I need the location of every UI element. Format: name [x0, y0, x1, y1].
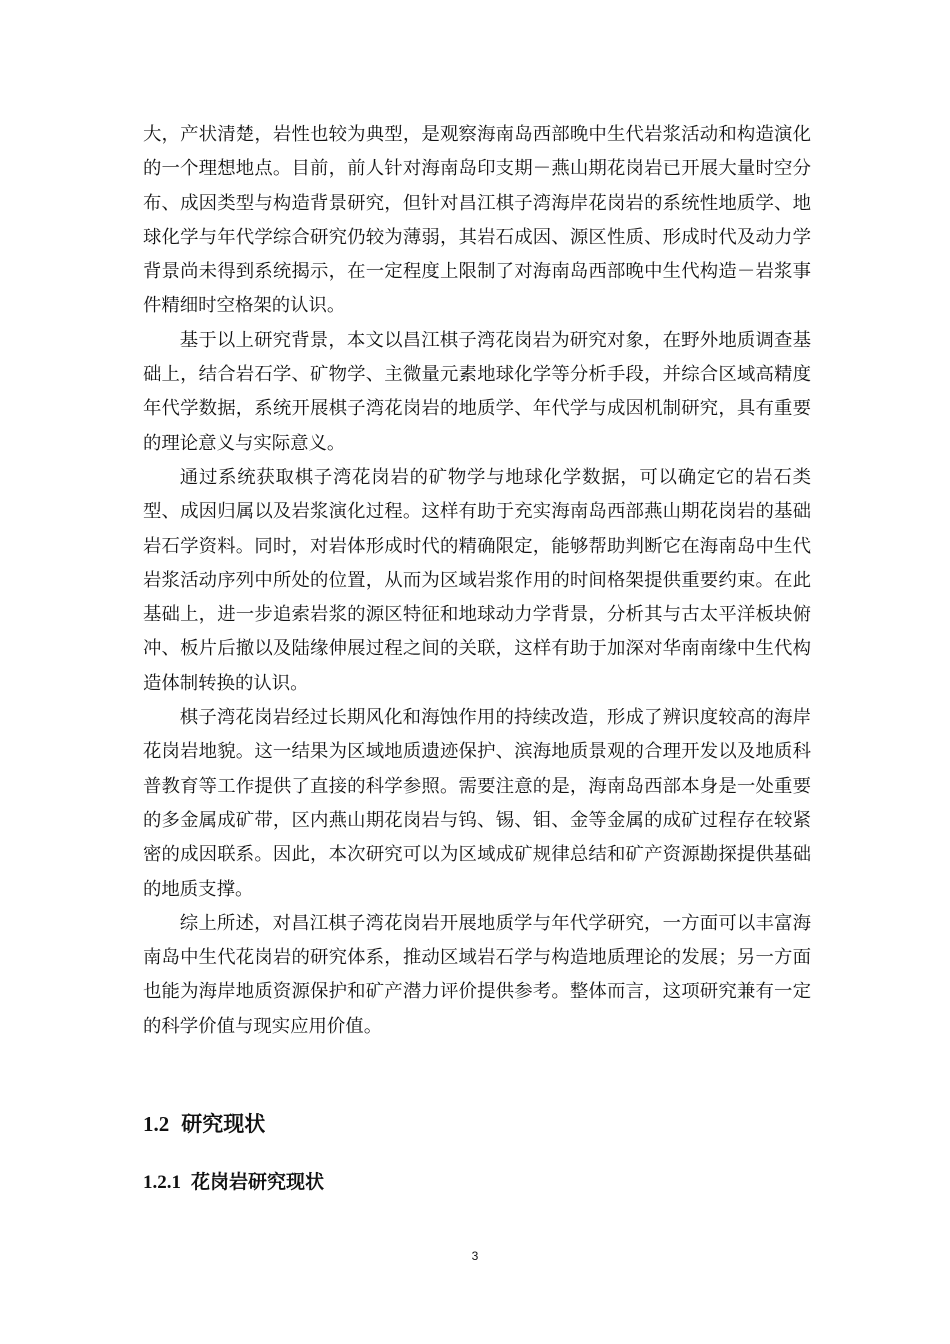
section-heading: [143, 1106, 265, 1142]
section-title: 研究现状: [181, 1112, 266, 1136]
paragraph: 棋子湾花岗岩经过长期风化和海蚀作用的持续改造，形成了辨识度较高的海岸花岗岩地貌。这一结果为区域地质遗迹保护、滨海地质景观的合理开发以及地质科普教育等工作提供了直接的科学参照。需要注意的是，海南岛西部本身是一处重要的多金属成矿带，区内燕山期花岗岩与钨、锡、钼、金等金属的成矿过程存在较紧密的成因联系。因此，本次研究可以为区域成矿规律总结和矿产资源勘探提供基础的地质支撑。: [143, 707, 811, 900]
paragraph: 基于以上研究背景，本文以昌江棋子湾花岗岩为研究对象，在野外地质调查基础上，结合岩石学、矿物学、主微量元素地球化学等分析手段，并综合区域高精度年代学数据，系统开展棋子湾花岗岩的地质学、年代学与成因机制研究，具有重要的理论意义与实际意义。: [143, 329, 811, 454]
paragraph: 通过系统获取棋子湾花岗岩的矿物学与地球化学数据，可以确定它的岩石类型、成因归属以及岩浆演化过程。这样有助于充实海南岛西部燕山期花岗岩的基础岩石学资料。同时，对岩体形成时代的精确限定，能够帮助判断它在海南岛中生代岩浆活动序列中所处的位置，从而为区域岩浆作用的时间格架提供重要约束。在此基础上，进一步追索岩浆的源区特征和地球动力学背景，分析其与古太平洋板块俯冲、板片后撤以及陆缘伸展过程之间的关联，这样有助于加深对华南南缘中生代构造体制转换的认识。: [143, 466, 811, 694]
subsection-heading: [143, 1166, 324, 1199]
paragraph-continued: 大，产状清楚，岩性也较为典型，是观察海南岛西部晚中生代岩浆活动和构造演化的一个理想地点。目前，前人针对海南岛印支期－燕山期花岗岩已开展大量时空分布、成因类型与构造背景研究，但针对昌江棋子湾海岸花岗岩的系统性地质学、地球化学与年代学综合研究仍较为薄弱，其岩石成因、源区性质、形成时代及动力学背景尚未得到系统揭示，在一定程度上限制了对海南岛西部晚中生代构造－岩浆事件精细时空格架的认识。: [143, 124, 811, 317]
subsection-number: 1.2.1: [143, 1172, 181, 1193]
page-number: 3: [471, 1249, 479, 1263]
subsection-title: 花岗岩研究现状: [191, 1171, 325, 1193]
section-number: 1.2: [143, 1112, 170, 1136]
body-text: [143, 118, 811, 1044]
paragraph: 综上所述，对昌江棋子湾花岗岩开展地质学与年代学研究，一方面可以丰富海南岛中生代花岗岩的研究体系，推动区域岩石学与构造地质理论的发展；另一方面也能为海岸地质资源保护和矿产潜力评价提供参考。整体而言，这项研究兼有一定的科学价值与现实应用价值。: [143, 912, 811, 1037]
